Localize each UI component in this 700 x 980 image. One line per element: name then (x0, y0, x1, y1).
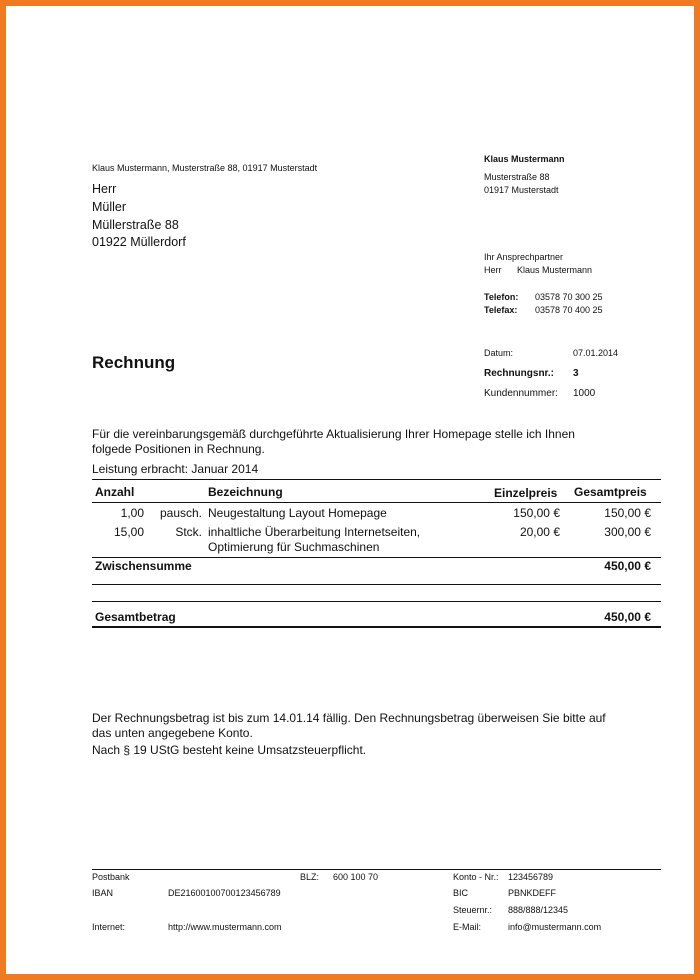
table-top-rule (92, 479, 661, 480)
footer-web-label: Internet: (92, 922, 126, 932)
customer-number-value: 1000 (573, 388, 596, 399)
subtotal-value: 450,00 € (604, 559, 651, 573)
footer-account: 123456789 (508, 872, 554, 882)
footer-website-link[interactable]: http://www.mustermann.com (168, 922, 282, 932)
row-description: Neugestaltung Layout Homepage (208, 506, 387, 520)
page-title: Rechnung (92, 353, 176, 372)
table-header-rule (92, 502, 661, 503)
footer-bank-name: Postbank (92, 872, 130, 882)
spacer-rule (92, 601, 661, 602)
subtotal-rule (92, 584, 661, 585)
footer-iban-label: IBAN (92, 888, 114, 898)
recipient-street: Müllerstraße 88 (92, 218, 179, 232)
row-total: 150,00 € (604, 506, 651, 520)
row-unit: pausch. (159, 506, 202, 520)
phone-number: 03578 70 300 25 (535, 292, 603, 302)
footer-bic: PBNKDEFF (508, 888, 557, 898)
recipient-name: Müller (92, 200, 127, 214)
contact-salutation: Herr (484, 265, 502, 275)
header-qty: Anzahl (95, 485, 135, 499)
header-total: Gesamtpreis (574, 485, 647, 499)
footer-tax-number: 888/888/12345 (508, 905, 569, 915)
footer-account-label: Konto - Nr.: (453, 872, 499, 882)
recipient-city: 01922 Müllerdorf (92, 235, 186, 249)
date-label: Datum: (484, 348, 514, 358)
recipient-salutation: Herr (92, 182, 117, 196)
grand-total-value: 450,00 € (604, 610, 651, 624)
intro-line-2: folgede Positionen in Rechnung. (92, 442, 265, 456)
footer-tax-number-label: Steuernr.: (453, 905, 493, 915)
contact-name: Klaus Mustermann (517, 265, 593, 275)
customer-number-label: Kundennummer: (484, 388, 558, 399)
row-total: 300,00 € (604, 525, 651, 539)
row-unit-price: 20,00 € (519, 525, 560, 539)
row-qty: 15,00 (113, 525, 144, 539)
row-description-continued: Optimierung für Suchmaschinen (208, 540, 380, 554)
row-unit-price: 150,00 € (513, 506, 560, 520)
header-unit-price: Einzelpreis (494, 486, 558, 500)
footer-bic-label: BIC (453, 888, 469, 898)
invoice-number-value: 3 (573, 368, 579, 379)
contact-label: Ihr Ansprechpartner (484, 252, 564, 262)
row-unit: Stck. (175, 525, 202, 539)
sender-name: Klaus Mustermann (484, 154, 565, 164)
sender-return-line: Klaus Mustermann, Musterstraße 88, 01917 Musterstadt (92, 163, 318, 173)
footer-email-label: E-Mail: (453, 922, 482, 932)
fax-number: 03578 70 400 25 (535, 305, 603, 315)
grand-total-rule (92, 626, 661, 628)
fax-label: Telefax: (484, 305, 518, 315)
tax-note: Nach § 19 UStG besteht keine Umsatzsteuerpflicht. (92, 743, 367, 757)
date-value: 07.01.2014 (573, 348, 619, 358)
service-period: Leistung erbracht: Januar 2014 (92, 462, 259, 476)
table-body-rule (92, 557, 661, 558)
footer-email-link[interactable]: info@mustermann.com (508, 922, 602, 932)
footer-rule (92, 869, 661, 870)
subtotal-label: Zwischensumme (95, 559, 192, 573)
sender-city: 01917 Musterstadt (484, 185, 559, 195)
closing-line-2: das unten angegebene Konto. (92, 726, 253, 740)
grand-total-label: Gesamtbetrag (95, 610, 176, 624)
row-description: inhaltliche Überarbeitung Internetseiten, (208, 525, 421, 539)
intro-line-1: Für die vereinbarungsgemäß durchgeführte Aktualisierung Ihrer Homepage stelle ich Ihnen (92, 427, 575, 441)
phone-label: Telefon: (484, 292, 519, 302)
footer-blz-label: BLZ: (300, 872, 320, 882)
footer-iban: DE21600100700123456789 (168, 888, 281, 898)
row-qty: 1,00 (120, 506, 144, 520)
sender-street: Musterstraße 88 (484, 172, 550, 182)
closing-line-1: Der Rechnungsbetrag ist bis zum 14.01.14 fällig. Den Rechnungsbetrag überweisen Sie bitte auf (92, 711, 606, 725)
invoice-number-label: Rechnungsnr.: (484, 368, 555, 379)
footer-blz: 600 100 70 (333, 872, 379, 882)
header-description: Bezeichnung (208, 485, 283, 499)
